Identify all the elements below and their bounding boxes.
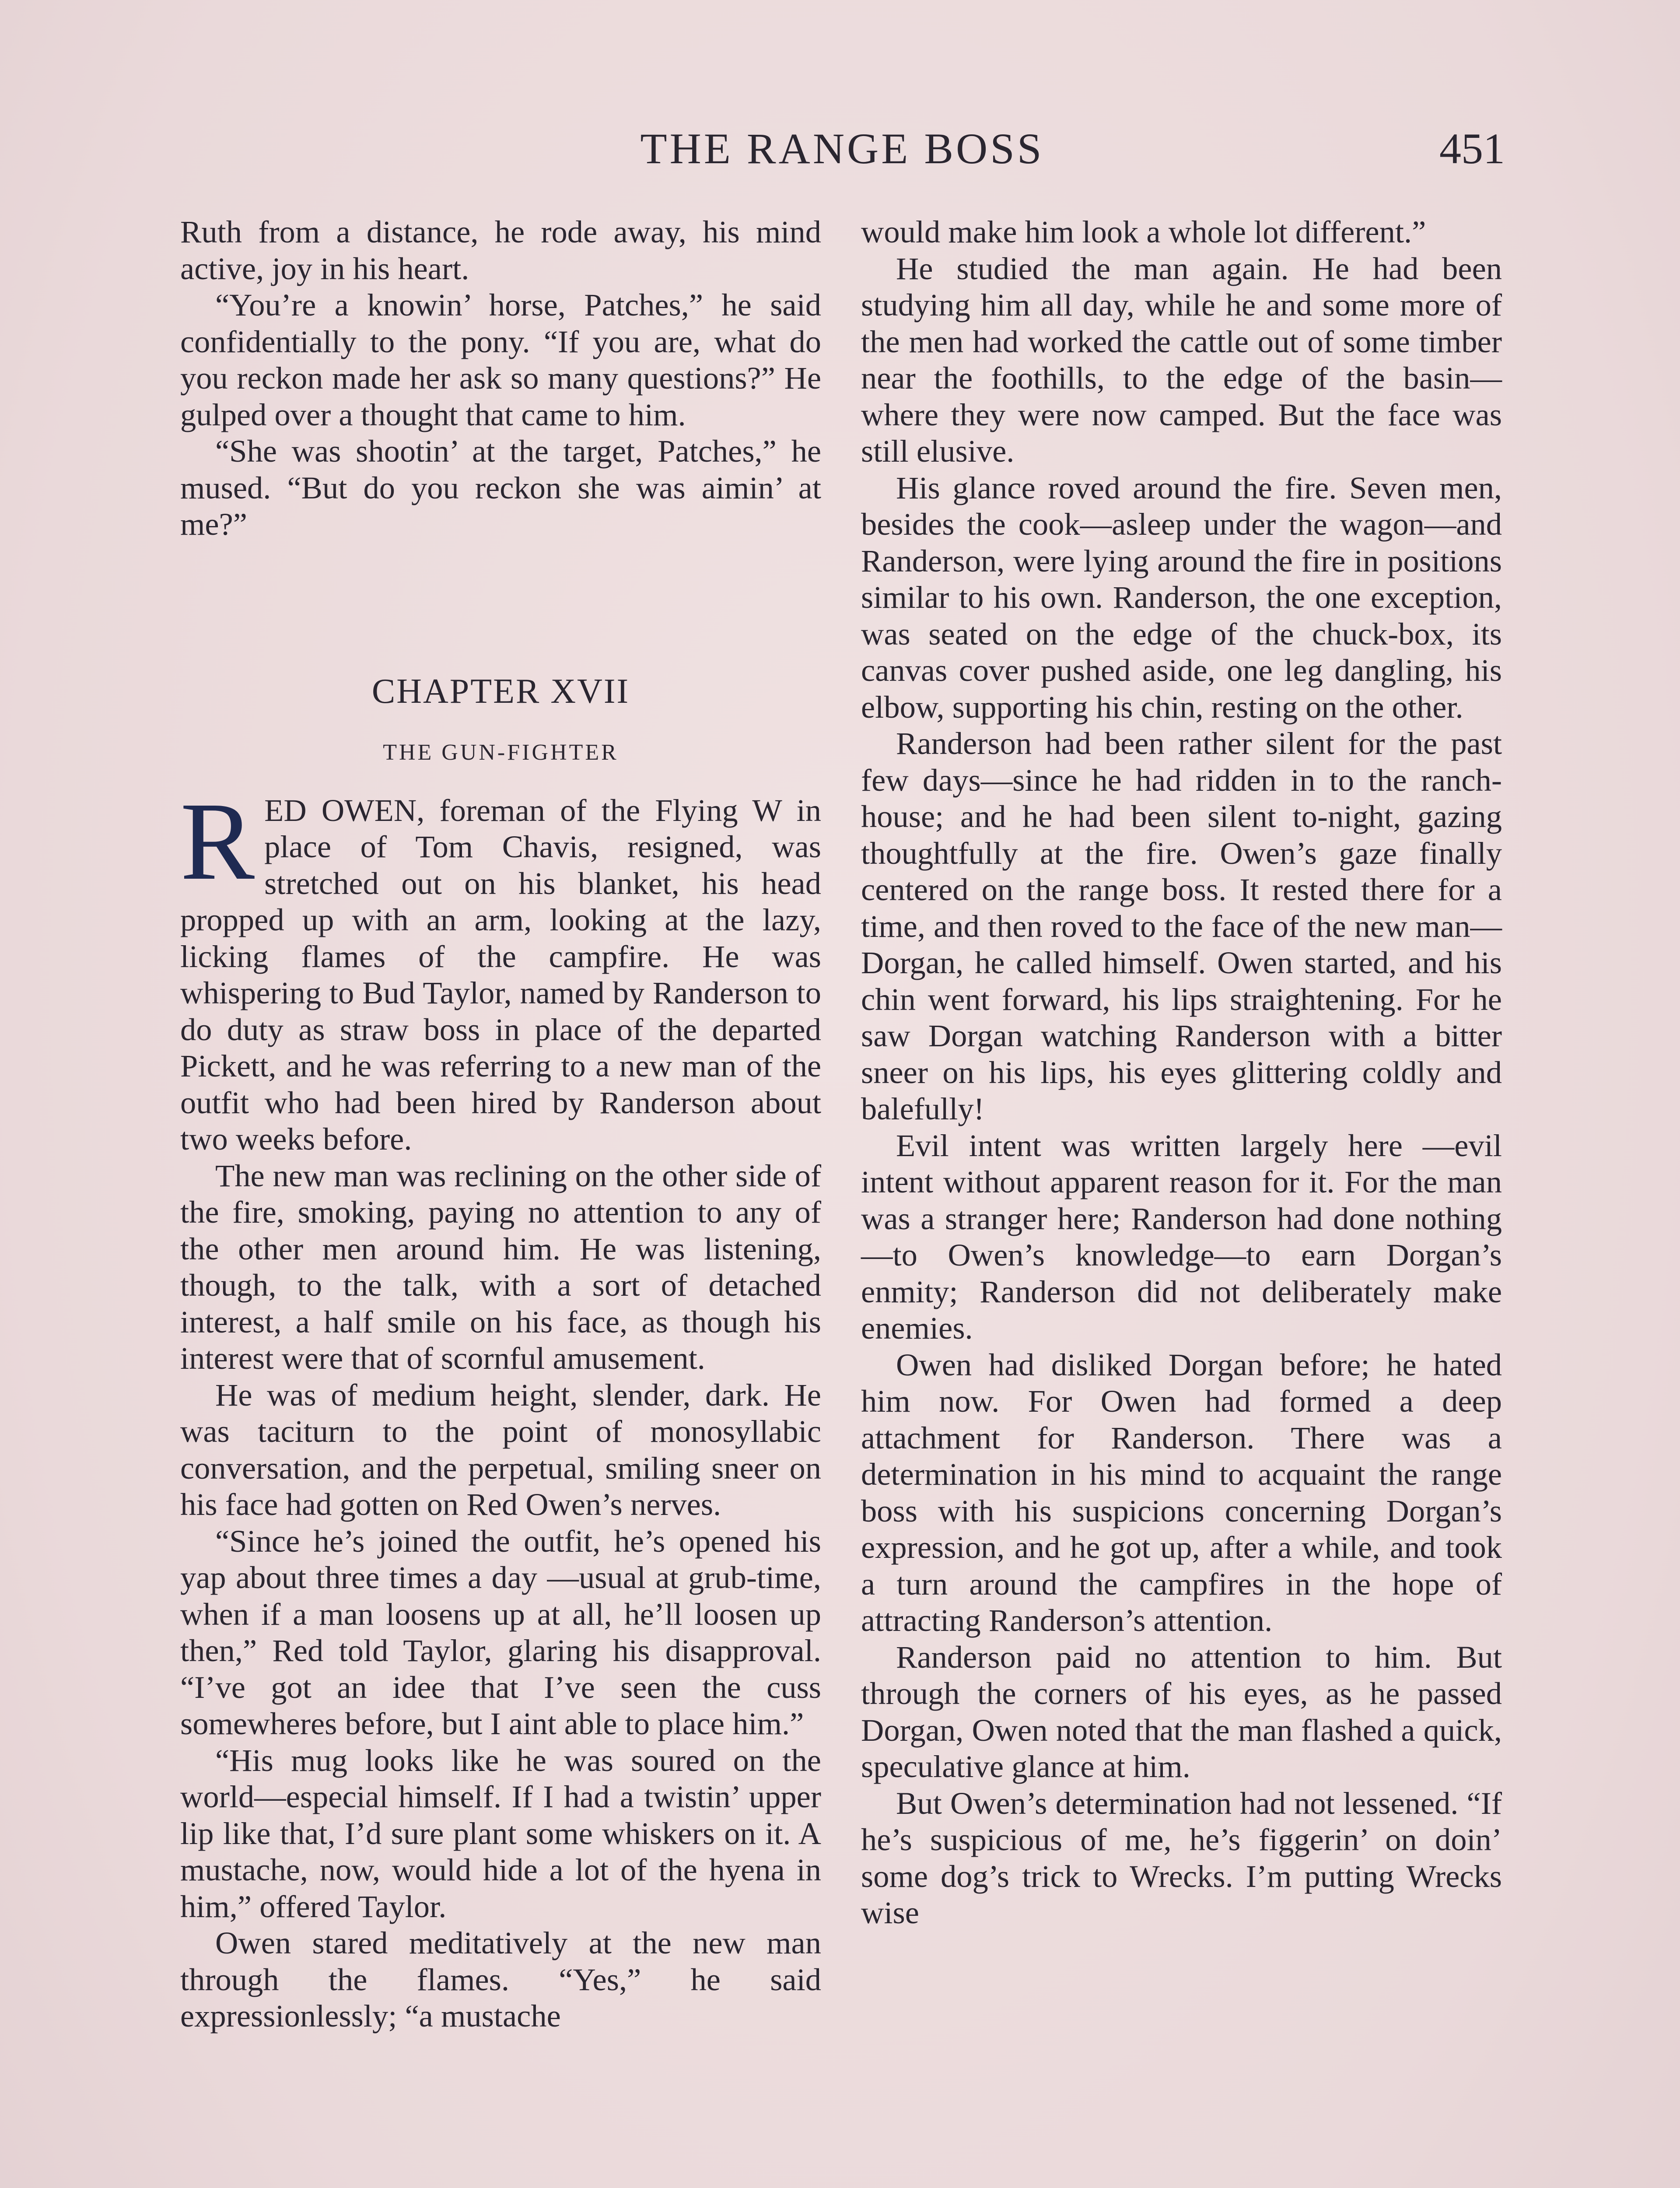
paragraph: Ruth from a distance, he rode away, his mind active, joy in his heart. (180, 214, 821, 286)
running-title: THE RANGE BOSS (640, 124, 1044, 173)
paragraph: Evil intent was written largely here —evil intent without apparent reason for it. For the man was a stranger here; Randerson had done nothing—to Owen’s knowledge—to earn Dorgan’s enmity; Randerson did not deliberately make enemies. (861, 1127, 1502, 1346)
paragraph: “You’re a knowin’ horse, Patches,” he said confidentially to the pony. “If you are, what do you reckon made her ask so many questions?” He gulped over a thought that came to him. (180, 287, 821, 432)
paragraph: Randerson had been rather silent for the past few days—since he had ridden in to the ranch-house; and he had been silent to-night, gazing thoughtfully at the fire. Owen’s gaze finally centered on the range boss. It rested there for a time, and then roved to the face of the new man—Dorgan, he called himself. Owen started, and his chin went forward, his lips straightening. For he saw Dorgan watching Randerson with a bitter sneer on his lips, his eyes glittering coldly and balefully! (861, 726, 1502, 1126)
page-header (179, 123, 1505, 184)
paragraph: He was of medium height, slender, dark. He was taciturn to the point of monosyllabic conversation, and the perpetual, smiling sneer on his face had gotten on Red Owen’s nerves. (180, 1377, 821, 1522)
paragraph: His glance roved around the fire. Seven men, besides the cook—asleep under the wagon—and Randerson, were lying around the fire in positions similar to his own. Randerson, the one exception, was seated on the edge of the chuck-box, its canvas cover pushed aside, one leg dangling, his elbow, supporting his chin, resting on the other. (861, 470, 1502, 725)
paragraph-text: ED OWEN, foreman of the Flying W in place of Tom Chavis, resigned, was stretched out on his blanket, his head propped up with an arm, looking at the lazy, licking flames of the campfire. He was whispering to Bud Taylor, named by Randerson to do duty as straw boss in place of the departed Pickett, and he was referring to a new man of the outfit who had been hired by Randerson about two weeks before. (180, 792, 821, 1157)
paragraph: “She was shootin’ at the target, Patches,” he mused. “But do you reckon she was aimin’ at me?” (180, 433, 821, 542)
drop-cap: R (180, 779, 255, 903)
paragraph: would make him look a whole lot different.” (861, 214, 1426, 249)
paragraph: “Since he’s joined the outfit, he’s opened his yap about three times a day —usual at grub-time, when if a man loosens up at all, he’ll loosen up then,” Red told Taylor, glaring his disapproval. “I’ve got an idee that I’ve seen the cuss somewheres before, but I aint able to place him.” (180, 1523, 821, 1741)
paragraph: Owen had disliked Dorgan before; he hated him now. For Owen had formed a deep attachment for Randerson. There was a determination in his mind to acquaint the range boss with his suspicions concerning Dorgan’s expression, and he got up, after a while, and took a turn around the campfires in the hope of attracting Randerson’s attention. (861, 1346, 1502, 1638)
paragraph: But Owen’s determination had not lessened. “If he’s suspicious of me, he’s figgerin’ on doin’ some dog’s trick to Wrecks. I’m putting Wrecks wise (861, 1785, 1502, 1930)
right-column (861, 214, 1502, 1931)
paragraph: He studied the man again. He had been studying him all day, while he and some more of the men had worked the cattle out of some timber near the foothills, to the edge of the basin— where they were now camped. But the face was still elusive. (861, 250, 1502, 469)
paragraph: Randerson paid no attention to him. But through the corners of his eyes, as he passed Dorgan, Owen noted that the man flashed a quick, speculative glance at him. (861, 1639, 1502, 1784)
left-column (180, 214, 821, 2034)
page-number: 451 (1439, 124, 1505, 173)
chapter-subtitle: THE GUN-FIGHTER (383, 740, 619, 765)
paragraph: The new man was reclining on the other side of the fire, smoking, paying no attention to any of the other men around him. He was listening, though, to the talk, with a sort of detached interest, a half smile on his face, as though his interest were that of scornful amusement. (180, 1157, 821, 1376)
chapter-opening-paragraph (180, 779, 821, 1157)
paragraph: “His mug looks like he was soured on the world—especial himself. If I had a twistin’ upper lip like that, I’d sure plant some whiskers on it. A mustache, now, would hide a lot of the hyena in him,” offered Taylor. (180, 1742, 821, 1924)
paragraph: Owen stared meditatively at the new man through the flames. “Yes,” he said expressionlessly; “a mustache (180, 1925, 821, 2034)
chapter-heading: CHAPTER XVII (371, 672, 630, 711)
